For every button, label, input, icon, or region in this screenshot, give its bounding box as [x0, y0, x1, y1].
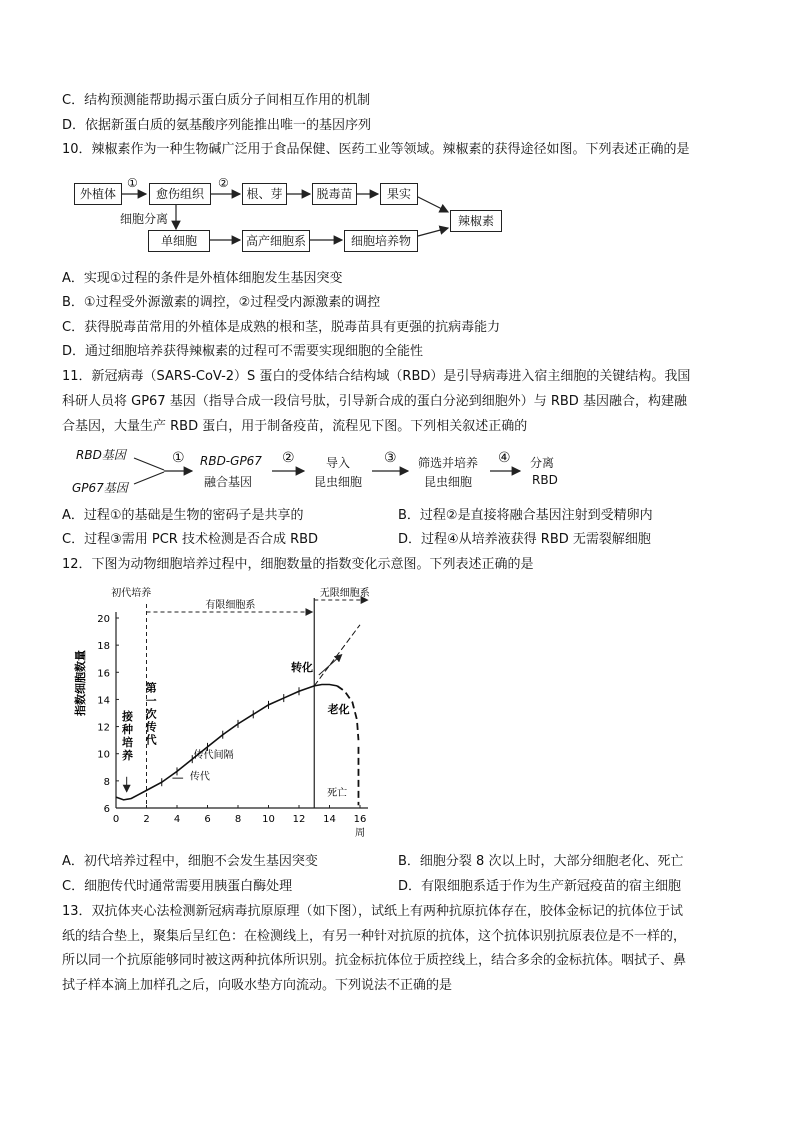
flow-callus: 愈伤组织 [149, 183, 211, 205]
x-tick-label: 0 [112, 814, 120, 825]
y-tick-label: 14 [97, 695, 110, 707]
svg-text:次: 次 [145, 707, 157, 721]
flow-fusion-bottom: 融合基因 [204, 475, 253, 489]
q11-option-c: C．过程③需用 PCR 技术检测是否合成 RBD [62, 532, 319, 547]
label-passage-interval: 传代间隔 [193, 749, 234, 761]
flow-rbd-gene: RBD基因 [76, 448, 126, 462]
label-death: 死亡 [327, 787, 348, 799]
flow-fusion-top: RBD-GP67 [200, 454, 262, 468]
svg-text:代: 代 [145, 733, 157, 747]
flow-import-top: 导入 [326, 456, 351, 470]
flow-s3: ③ [384, 450, 397, 466]
prev-option-d: D．依据新蛋白质的氨基酸序列能推出唯一的基因序列 [62, 118, 372, 133]
label-transform: 转化 [291, 660, 314, 674]
q11-stem-line-3: 合基因，大量生产 RBD 蛋白，用于制备疫苗，流程见下图。下列相关叙述正确的 [62, 419, 528, 434]
y-tick-label: 20 [97, 614, 110, 625]
label-aging: 老化 [327, 703, 350, 716]
svg-text:养: 养 [121, 748, 133, 762]
flow-explant: 外植体 [74, 183, 122, 205]
label-primary-culture: 初代培养 [111, 588, 152, 599]
q13-stem-line-2: 纸的结合垫上，聚集后呈红色：在检测线上，有另一种针对抗原的抗体，这个抗体识别抗原表位是不一样的， [62, 929, 687, 944]
flow-import-bottom: 昆虫细胞 [314, 475, 363, 489]
x-tick-label: 16 [353, 814, 367, 825]
x-tick-label: 4 [173, 814, 181, 825]
y-tick-label: 12 [97, 722, 110, 734]
flow-s1: ① [172, 450, 185, 466]
q10-option-d: D．通过细胞培养获得辣椒素的过程可不需要实现细胞的全能性 [62, 344, 424, 359]
svg-text:第: 第 [145, 681, 157, 695]
transform-arrow [319, 655, 342, 675]
x-tick-label: 12 [292, 814, 306, 825]
flow-screen-bottom: 昆虫细胞 [424, 475, 473, 489]
flow-sep-top: 分离 [530, 456, 555, 470]
svg-text:种: 种 [121, 722, 133, 736]
q11-stem-line-2: 科研人员将 GP67 基因（指导合成一段信号肽，引导新合成的蛋白分泌到细胞外）与 RBD 基因融合，构建融 [62, 394, 687, 409]
y-tick-label: 16 [97, 668, 110, 680]
prev-option-c: C．结构预测能帮助揭示蛋白质分子间相互作用的机制 [62, 93, 371, 108]
q11-stem-line-1: 11．新冠病毒（SARS-CoV-2）S 蛋白的受体结合结构域（RBD）是引导病毒进入宿主细胞的关键结构。我国 [62, 369, 691, 384]
flow-s2: ② [282, 450, 295, 466]
flow-gp67-gene: GP67基因 [72, 481, 128, 495]
q12-stem: 12．下图为动物细胞培养过程中，细胞数量的指数变化示意图。下列表述正确的是 [62, 557, 534, 572]
x-axis-label: 周 [355, 828, 365, 839]
flow-s4: ④ [498, 450, 511, 466]
flow-single-cell: 单细胞 [148, 230, 210, 252]
q10-option-c: C．获得脱毒苗常用的外植体是成熟的根和茎，脱毒苗具有更强的抗病毒能力 [62, 320, 501, 335]
y-axis-label: 指数细胞数量 [74, 650, 87, 716]
y-tick-label: 18 [97, 641, 110, 653]
x-tick-label: 2 [143, 814, 150, 825]
q10-stem: 10．辣椒素作为一种生物碱广泛用于食品保健、医药工业等领域。辣椒素的获得途径如图。下列表述正确的是 [62, 142, 690, 157]
q13-stem-line-3: 所以同一个抗原能够同时被这两种抗体所识别。抗金标抗体位于质控线上，结合多余的金标抗体。咽拭子、鼻 [62, 953, 687, 968]
q12-option-b: B．细胞分裂 8 次以上时，大部分细胞老化、死亡 [398, 854, 684, 869]
q10-option-a: A．实现①过程的条件是外植体细胞发生基因突变 [62, 271, 343, 286]
q12-option-c: C．细胞传代时通常需要用胰蛋白酶处理 [62, 879, 293, 894]
label-passage: 传代 [189, 771, 210, 783]
y-tick-label: 6 [103, 804, 110, 815]
q10-option-b: B．①过程受外源激素的调控，②过程受内源激素的调控 [62, 295, 381, 310]
y-tick-label: 8 [103, 776, 110, 788]
flow-roots: 根、芽 [242, 183, 287, 205]
q12-option-a: A．初代培养过程中，细胞不会发生基因突变 [62, 854, 318, 869]
svg-text:培: 培 [121, 735, 133, 749]
q12-option-d: D．有限细胞系适于作为生产新冠疫苗的宿主细胞 [398, 879, 682, 894]
flow-step1: ① [127, 176, 138, 190]
flow-fruit: 果实 [380, 183, 418, 205]
label-infinite-line: 无限细胞系 [319, 588, 370, 599]
q11-option-d: D．过程④从培养液获得 RBD 无需裂解细胞 [398, 532, 651, 547]
cell-count-chart [70, 580, 390, 850]
label-finite-line: 有限细胞系 [205, 600, 256, 611]
label-first-passage [145, 680, 158, 746]
q13-stem-line-4: 拭子样本滴上加样孔之后，向吸水垫方向流动。下列说法不正确的是 [62, 978, 453, 993]
svg-text:接: 接 [121, 709, 133, 723]
transform-curve [314, 625, 360, 686]
q10-flow-diagram [70, 172, 510, 260]
flow-culture: 细胞培养物 [344, 230, 418, 252]
flow-screen-top: 筛选并培养 [418, 456, 479, 470]
flow-cell-line: 高产细胞系 [242, 230, 310, 252]
y-tick-label: 10 [97, 749, 110, 761]
svg-text:一: 一 [145, 694, 157, 708]
x-tick-label: 10 [262, 814, 275, 825]
x-tick-label: 14 [323, 814, 336, 825]
q11-flow-diagram [72, 446, 572, 498]
q13-stem-line-1: 13．双抗体夹心法检测新冠病毒抗原原理（如下图），试纸上有两种抗原抗体存在，胶体金标记的抗体位于试 [62, 904, 684, 919]
label-inoculation [121, 709, 133, 762]
q11-option-a: A．过程①的基础是生物的密码子是共享的 [62, 508, 304, 523]
flow-separation: 细胞分离 [120, 212, 169, 226]
q11-option-b: B．过程②是直接将融合基因注射到受精卵内 [398, 508, 653, 523]
flow-sep-bottom: RBD [532, 473, 558, 487]
x-tick-label: 8 [234, 814, 242, 825]
flow-seedling: 脱毒苗 [312, 183, 357, 205]
x-tick-label: 6 [204, 814, 211, 825]
svg-text:传: 传 [145, 720, 157, 734]
flow-capsaicin: 辣椒素 [450, 210, 502, 232]
flow-step2: ② [218, 176, 229, 190]
q11-arrows [72, 446, 572, 498]
